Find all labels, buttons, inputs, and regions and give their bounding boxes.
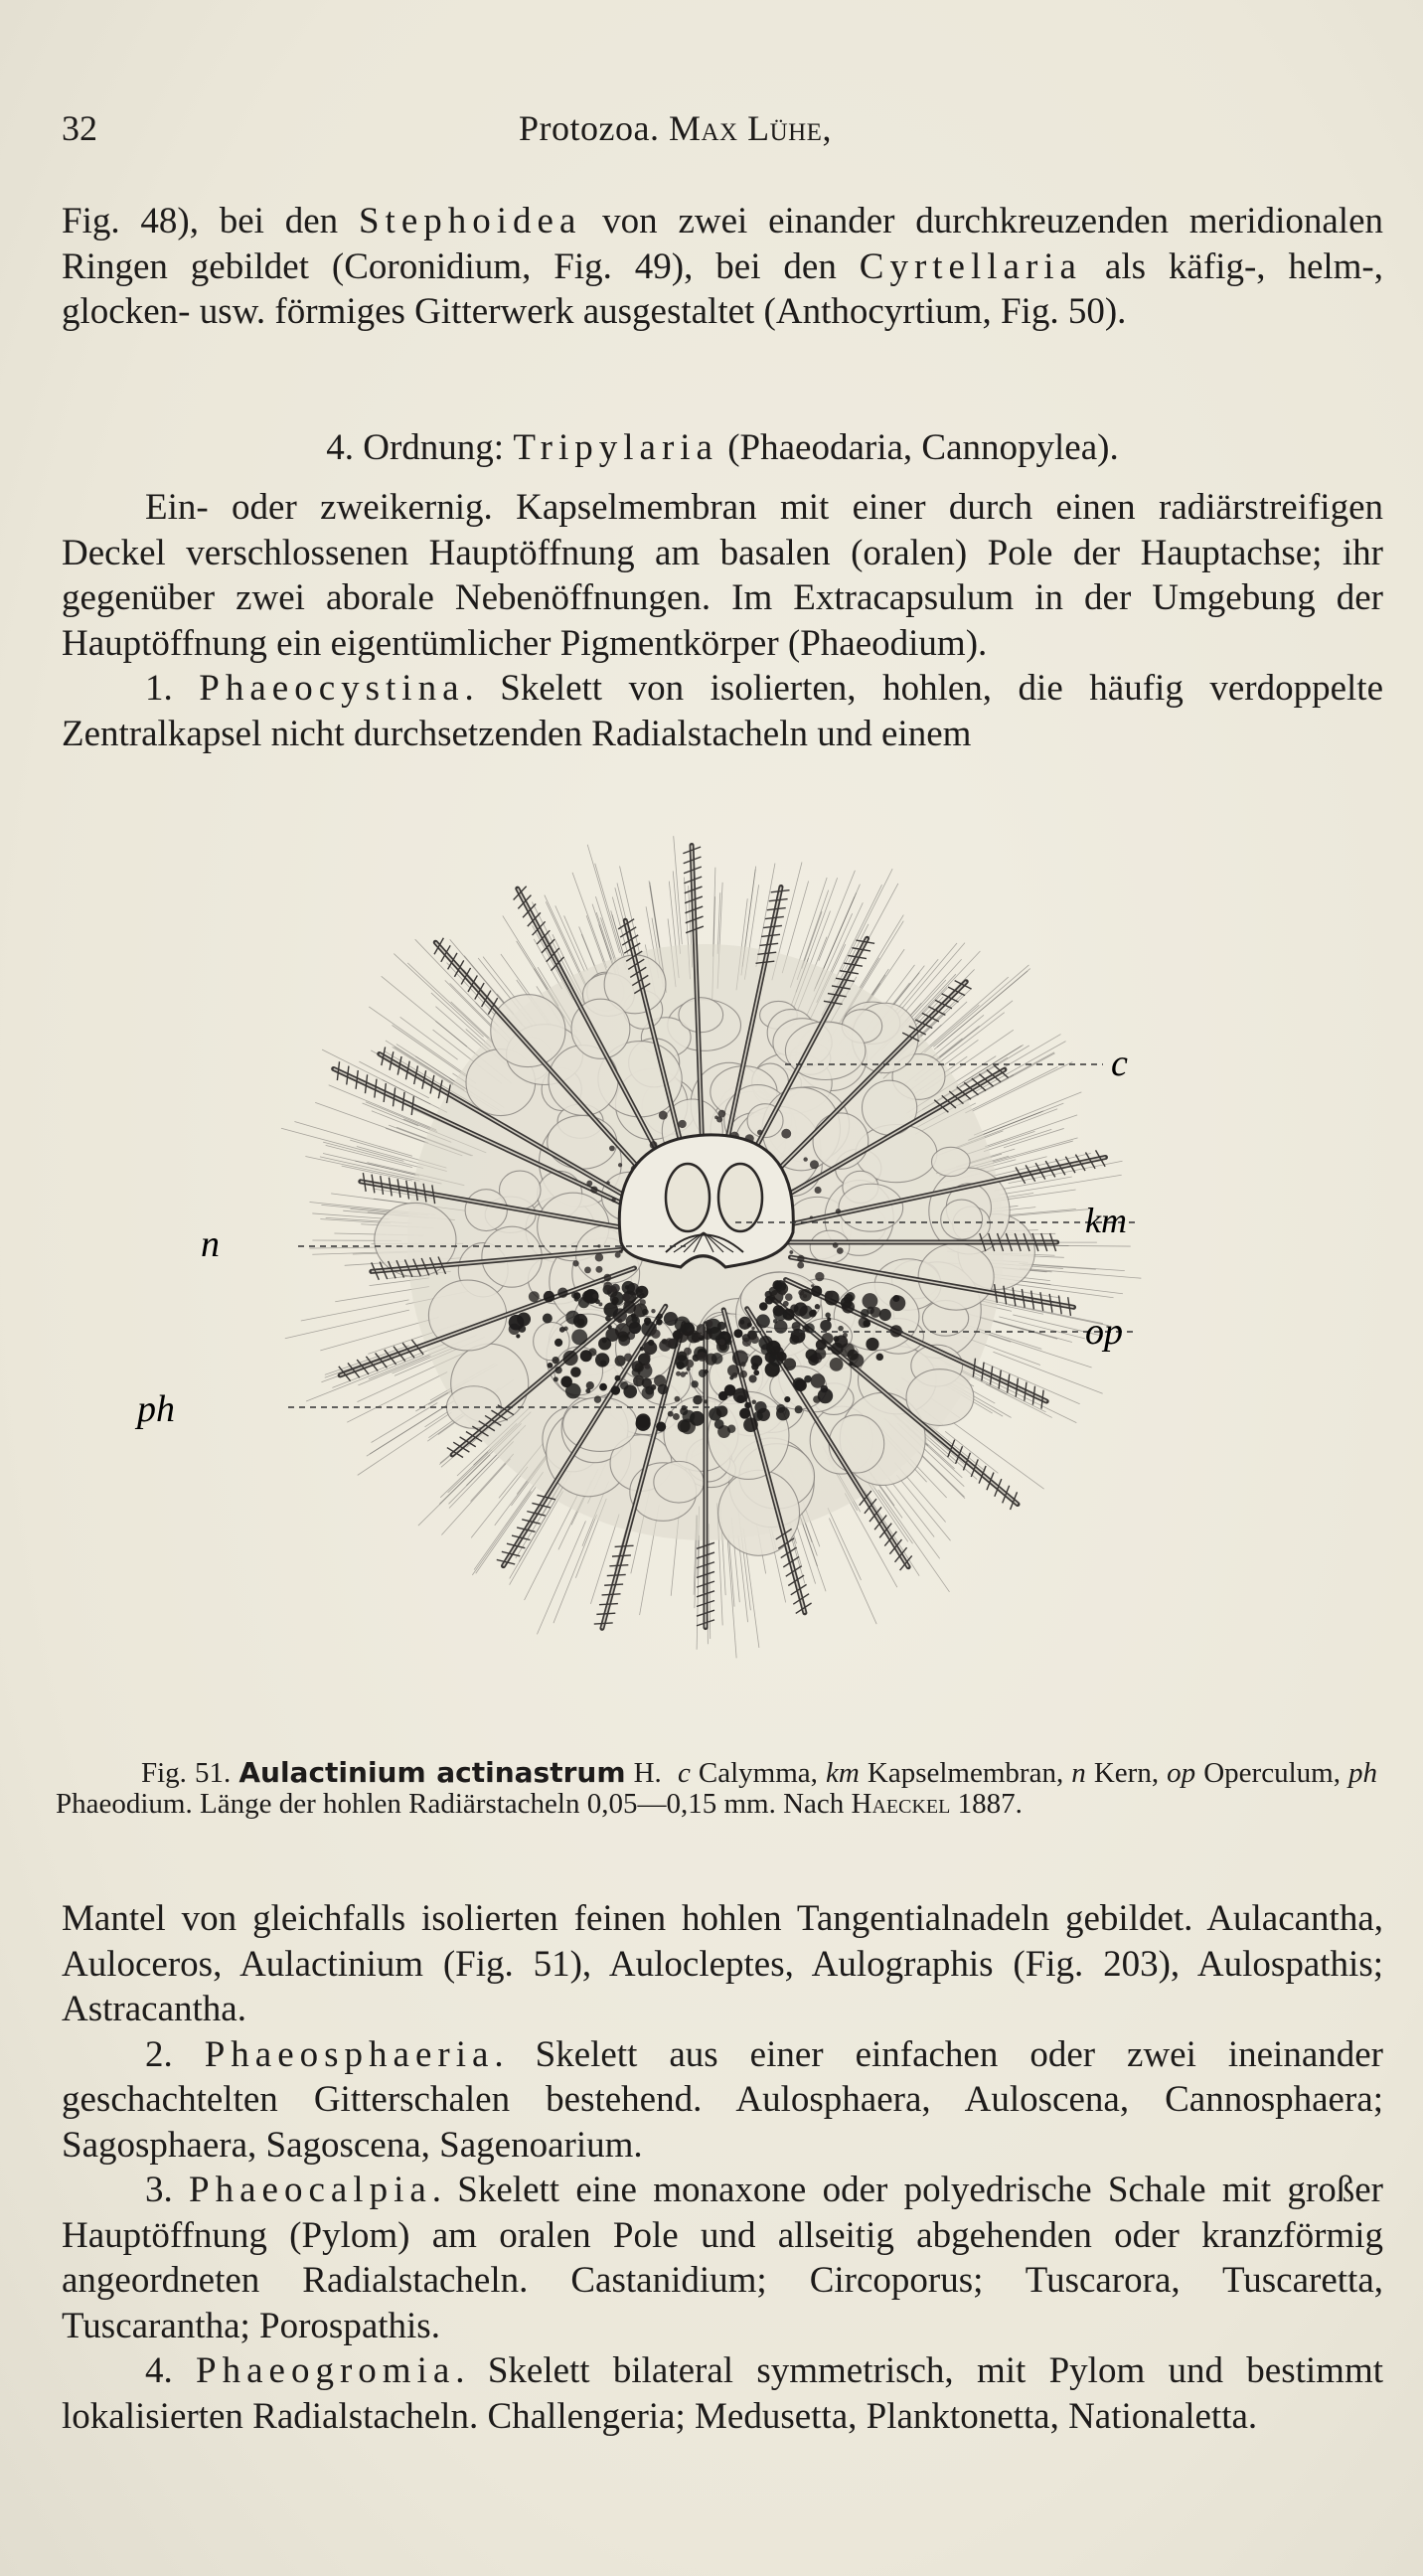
phaeodium-granule <box>665 1338 675 1348</box>
phaeodium-granule <box>592 1294 597 1299</box>
radial-hair <box>366 1102 437 1132</box>
phaeodium-granule <box>785 1293 793 1301</box>
group-4-body: . Skelett bilateral symmetrisch, mit Pylom und bestimmt lokalisierten Radialstacheln. Challengeria; Medusetta, Planktonetta, Nationaletta. <box>62 2350 1384 2437</box>
phaeodium-granule <box>606 1181 610 1185</box>
vacuole <box>548 1115 617 1169</box>
phaeodium-granule <box>684 1348 692 1356</box>
phaeodium-granule <box>624 1300 631 1307</box>
phaeodium-granule <box>577 1319 585 1327</box>
radial-hair <box>358 1412 452 1475</box>
radial-hair <box>394 954 483 1038</box>
vacuole <box>941 1200 983 1239</box>
phaeodium-granule <box>789 1250 793 1254</box>
phaeodium-granule <box>752 1400 756 1404</box>
phaeodium-granule <box>640 1299 646 1305</box>
phaeodium-granule <box>798 1290 804 1296</box>
group-1-text-before: . Skelett von isolierten, hohlen, die häufig verdoppelte Zentralkapsel nicht durchsetzenden Radialstacheln und einem <box>62 668 1383 754</box>
caption-source-author: Haeckel <box>851 1788 951 1820</box>
vacuole <box>679 998 723 1033</box>
figure-51 <box>137 815 1143 1690</box>
caption-species: Aulactinium actinastrum <box>238 1756 626 1789</box>
phaeodium-granule <box>627 1283 640 1296</box>
caption-text: Calymma, <box>690 1757 826 1789</box>
group-1-continuation: Mantel von gleichfalls isolierten feinen hohlen Tangentialnadeln gebildet. Aulacantha, Auloceros, Aulactinium (Fig. 51), Aulocleptes, Aulographis (Fig. 203), Aulospathis; Astracantha. <box>62 1898 1383 2029</box>
vacuole <box>829 1415 884 1473</box>
phaeodium-granule <box>516 1334 520 1338</box>
radial-hair <box>537 1521 585 1634</box>
phaeodium-granule <box>876 1354 883 1361</box>
phaeodium-granule <box>595 1266 602 1273</box>
phaeodium-granule <box>554 1367 561 1373</box>
spine-barb <box>602 1594 621 1595</box>
radial-hair <box>930 1001 1013 1065</box>
phaeodium-granule <box>543 1313 553 1323</box>
radial-hair <box>977 1112 1041 1137</box>
phaeodium-granule <box>623 1384 637 1398</box>
paragraph-top-text <box>62 199 1383 335</box>
paragraph-order-text: Ein- oder zweikernig. Kapselmembran mit einer durch einen radiärstreifigen Deckel verschlossenen Hauptöffnung am basalen (oralen) Pole der Hauptachse; ihr gegenüber zwei aborale Nebenöffnungen. Im Extracapsulum in der Umgebung der Hauptöffnung ein eigentümlicher Pigmentkörper (Phaeodium). <box>62 487 1383 664</box>
order-heading-prefix: 4. Ordnung: <box>326 427 514 468</box>
phaeodium-granule <box>803 1294 807 1298</box>
group-1-number: 1. <box>145 668 200 709</box>
phaeodium-granule <box>584 1267 591 1274</box>
order-heading-name: Tripylaria <box>513 427 718 468</box>
phaeodium-granule <box>529 1291 540 1302</box>
group-1-name: Phaeocystina <box>199 668 465 709</box>
phaeodium-granule <box>780 1290 786 1296</box>
radial-hair <box>372 1403 438 1443</box>
vacuole <box>654 1461 704 1503</box>
phaeodium-granule <box>509 1315 525 1331</box>
phaeodium-granule <box>705 1320 712 1328</box>
radial-hair <box>285 1310 409 1339</box>
phaeodium-granule <box>776 1407 790 1421</box>
phaeodium-granule <box>849 1362 853 1366</box>
phaeodium-granule <box>809 1310 817 1318</box>
phaeodium-granule <box>617 1319 622 1324</box>
phaeodium-granule <box>580 1350 592 1362</box>
phaeodium-granule <box>791 1329 806 1344</box>
phaeodium-granule <box>605 1316 611 1322</box>
phaeodium-granule <box>595 1253 603 1261</box>
phaeodium-granule <box>866 1338 878 1351</box>
phaeodium-granule <box>714 1419 724 1429</box>
radial-hair <box>301 1300 409 1321</box>
spine-barb <box>615 1545 634 1546</box>
label-ph: ph <box>137 1388 175 1430</box>
radial-hair <box>896 1475 950 1540</box>
phaeodium-granule <box>859 1317 870 1328</box>
phaeodium-granule <box>751 1327 755 1331</box>
phaeodium-granule <box>563 1327 568 1332</box>
order-heading <box>62 425 1383 470</box>
radial-hair <box>989 1335 1091 1368</box>
phaeodium-granule <box>654 1374 666 1386</box>
paragraph-lower <box>62 1896 1383 2439</box>
spine-barb <box>609 1565 628 1566</box>
spine-barb <box>604 1584 623 1585</box>
phaeodium-granule <box>803 1157 807 1161</box>
phaeodium-granule <box>693 1395 703 1405</box>
phaeodium-granule <box>731 1372 737 1378</box>
phaeodium-granule <box>844 1294 854 1304</box>
phaeodium-granule <box>726 1339 732 1345</box>
phaeodium-granule <box>595 1353 609 1367</box>
phaeodium-granule <box>631 1313 636 1318</box>
radial-hair <box>382 976 467 1046</box>
paragraph-order <box>62 485 1383 756</box>
phaeodium-granule <box>640 1347 645 1352</box>
phaeodium-granule <box>609 1285 616 1292</box>
phaeodium-granule <box>889 1295 905 1311</box>
phaeodium-granule <box>810 1160 819 1169</box>
radial-hair <box>860 915 904 989</box>
phaeodium-granule <box>622 1293 630 1301</box>
radial-hair <box>984 1363 1080 1404</box>
phaeodium-granule <box>570 1367 581 1377</box>
phaeodium-granule <box>598 1302 602 1306</box>
phaeodium-granule <box>818 1388 833 1403</box>
group-4-number: 4. <box>145 2350 197 2391</box>
phaeodium-granule <box>825 1291 833 1299</box>
phaeodium-granule <box>611 1198 615 1202</box>
phaeodium-granule <box>795 1405 803 1413</box>
phaeodium-granule <box>659 1111 668 1120</box>
radial-hair <box>510 1491 563 1584</box>
taxon-cyrtellaria: Cyrtellaria <box>859 245 1082 287</box>
phaeodium-granule <box>574 1296 579 1301</box>
phaeodium-granule <box>619 1250 623 1254</box>
phaeodium-granule <box>784 1396 790 1402</box>
caption-text: Phaeodium. Länge der hohlen Radiärstacheln 0,05—0,15 mm. Nach <box>56 1788 852 1820</box>
spine-barb <box>596 1613 615 1614</box>
running-title <box>519 107 832 149</box>
nucleus-right <box>718 1164 762 1231</box>
phaeodium-granule <box>761 1344 772 1355</box>
phaeodium-granule <box>810 1215 813 1218</box>
phaeodium-granule <box>739 1408 750 1419</box>
phaeodium-granule <box>750 1335 759 1344</box>
phaeodium-granule <box>676 1371 681 1376</box>
text-run: als käfig-, helm-, glocken- usw. förmiges Gitterwerk ausgestaltet (Anthocyrtium, Fig. 50). <box>62 245 1384 332</box>
radiolarian-illustration <box>137 815 1143 1690</box>
phaeodium-granule <box>815 1187 822 1194</box>
group-3-number: 3. <box>145 2170 190 2210</box>
phaeodium-granule <box>691 1380 698 1387</box>
group-3-text <box>62 2168 1383 2348</box>
group-2-body: . Skelett aus einer einfachen oder zwei ineinander geschachtelten Gitterschalen bestehend. Aulosphaera, Auloscena, Cannosphaera; Sagosphaera, Sagoscena, Sagenoarium. <box>62 2033 1383 2166</box>
radial-hair <box>993 1352 1102 1393</box>
phaeodium-granule <box>611 1385 620 1394</box>
group-2-name: Phaeosphaeria <box>204 2033 495 2075</box>
phaeodium-granule <box>643 1352 650 1359</box>
page-number: 32 <box>62 108 97 148</box>
radial-hair <box>281 1128 403 1161</box>
phaeodium-granule <box>714 1115 718 1119</box>
phaeodium-granule <box>557 1287 567 1297</box>
phaeodium-granule <box>811 1284 814 1287</box>
caption-abbrev-n: n <box>1071 1757 1086 1789</box>
phaeodium-granule <box>679 1120 687 1128</box>
radial-hair <box>418 1455 490 1526</box>
phaeodium-granule <box>836 1208 841 1213</box>
spine-barb <box>594 1623 613 1624</box>
vacuole <box>563 1397 638 1451</box>
phaeodium-granule <box>599 1383 607 1391</box>
phaeodium-granule <box>837 1247 844 1254</box>
order-heading-suffix: (Phaeodaria, Cannopylea). <box>717 427 1119 468</box>
phaeodium-granule <box>797 1255 804 1262</box>
phaeodium-granule <box>590 1186 597 1193</box>
phaeodium-granule <box>718 1110 726 1118</box>
phaeodium-granule <box>651 1309 655 1313</box>
radial-hair <box>415 939 499 1026</box>
radial-hair <box>306 1355 422 1401</box>
phaeodium-granule <box>565 1383 581 1399</box>
phaeodium-granule <box>585 1388 590 1393</box>
phaeodium-granule <box>642 1386 655 1399</box>
label-c: c <box>1111 1043 1128 1084</box>
group-1-text <box>62 666 1383 756</box>
running-title-author: Max Lühe, <box>668 108 832 148</box>
radial-hair <box>999 1317 1085 1339</box>
phaeodium-granule <box>721 1331 726 1336</box>
vacuole <box>931 1147 970 1176</box>
phaeodium-granule <box>633 1375 644 1386</box>
phaeodium-granule <box>612 1297 619 1304</box>
phaeodium-granule <box>744 1402 750 1408</box>
phaeodium-granule <box>753 1411 763 1421</box>
phaeodium-granule <box>552 1357 558 1364</box>
phaeodium-granule <box>586 1181 592 1187</box>
phaeodium-granule <box>879 1309 891 1321</box>
phaeodium-granule <box>572 1260 578 1266</box>
phaeodium-granule <box>793 1377 805 1389</box>
radial-hair <box>934 969 1030 1049</box>
caption-text: Kern, <box>1085 1757 1168 1789</box>
phaeodium-granule <box>697 1324 707 1334</box>
radial-hair <box>828 1508 861 1580</box>
phaeodium-granule <box>675 1316 691 1332</box>
vacuole <box>465 1190 507 1231</box>
radial-hair <box>440 1452 488 1498</box>
running-title-prefix: Protozoa. <box>519 108 660 148</box>
phaeodium-granule <box>624 1354 632 1362</box>
phaeodium-granule <box>804 1375 812 1383</box>
phaeodium-granule <box>603 1274 611 1282</box>
radial-hair <box>1020 1268 1142 1278</box>
phaeodium-granule <box>811 1353 822 1364</box>
caption-abbrev-c: c <box>677 1757 691 1789</box>
phaeodium-granule <box>635 1363 644 1371</box>
spine-barb <box>599 1604 618 1605</box>
phaeodium-granule <box>765 1296 774 1305</box>
label-km: km <box>1085 1201 1127 1240</box>
radial-hair <box>312 1213 389 1219</box>
phaeodium-granule <box>756 1314 770 1328</box>
phaeodium-granule <box>753 1369 759 1375</box>
phaeodium-granule <box>778 1300 781 1303</box>
spine-barb <box>612 1555 631 1556</box>
phaeodium-granule <box>615 1323 630 1338</box>
phaeodium-granule <box>838 1326 844 1332</box>
phaeodium-granule <box>544 1291 554 1302</box>
figure-caption <box>56 1757 1377 1820</box>
phaeodium-granule <box>870 1307 881 1318</box>
vacuole <box>918 1243 994 1310</box>
nucleus-left <box>666 1164 710 1231</box>
phaeodium-granule <box>704 1369 709 1374</box>
phaeodium-granule <box>615 1356 626 1367</box>
phaeodium-granule <box>562 1351 577 1366</box>
group-3-name: Phaeocalpia <box>189 2170 432 2210</box>
radial-hair <box>471 1467 528 1538</box>
phaeodium-granule <box>686 1360 694 1368</box>
radial-hair <box>305 1156 419 1181</box>
label-op: op <box>1085 1311 1123 1353</box>
radial-hair <box>294 1121 412 1156</box>
phaeodium-granule <box>738 1317 751 1330</box>
phaeodium-granule <box>571 1329 587 1345</box>
phaeodium-granule <box>749 1374 757 1382</box>
caption-abbrev-op: op <box>1167 1757 1196 1789</box>
phaeodium-granule <box>733 1329 742 1338</box>
phaeodium-granule <box>815 1272 824 1281</box>
phaeodium-granule <box>802 1325 809 1332</box>
text-run: Fig. 48), bei den <box>62 201 359 242</box>
paragraph-top <box>62 199 1383 335</box>
phaeodium-granule <box>742 1338 751 1347</box>
caption-abbrev-ph: ph <box>1348 1757 1378 1789</box>
radial-hair <box>829 1519 876 1625</box>
phaeodium-granule <box>822 1333 834 1345</box>
phaeodium-granule <box>656 1422 666 1432</box>
phaeodium-granule <box>554 1339 562 1347</box>
vacuole <box>810 1230 850 1263</box>
phaeodium-granule <box>553 1376 558 1381</box>
phaeodium-granule <box>657 1314 663 1320</box>
phaeodium-granule <box>680 1371 686 1377</box>
phaeodium-granule <box>843 1333 848 1338</box>
vacuole <box>491 995 565 1067</box>
text-run: von zwei einander durchkreuzenden meridionalen Ringen gebildet (Coronidium, Fig. 49), bei den <box>62 201 1383 287</box>
radial-hair <box>885 1485 940 1558</box>
caption-text: Operculum, <box>1195 1757 1349 1789</box>
phaeodium-granule <box>783 1301 789 1307</box>
phaeodium-granule <box>675 1396 681 1402</box>
radial-hair <box>525 1493 579 1600</box>
phaeodium-granule <box>615 1375 621 1381</box>
phaeodium-granule <box>712 1353 723 1365</box>
radial-hair <box>974 1092 1081 1135</box>
phaeodium-granule <box>815 1304 820 1309</box>
spine-barb <box>607 1574 626 1575</box>
phaeodium-granule <box>774 1280 786 1292</box>
phaeodium-granule <box>682 1410 695 1423</box>
taxon-stephoidea: Stephoidea <box>358 201 582 242</box>
phaeodium-granule <box>586 1381 594 1389</box>
vacuole <box>813 1113 869 1169</box>
label-n: n <box>201 1223 220 1265</box>
caption-abbrev-km: km <box>826 1757 860 1789</box>
phaeodium-granule <box>548 1363 553 1368</box>
group-4-name: Phaeogromia <box>196 2350 456 2391</box>
radial-hair <box>553 1515 597 1623</box>
caption-source-year: 1887. <box>950 1788 1023 1820</box>
group-2-number: 2. <box>145 2033 205 2075</box>
phaeodium-granule <box>736 1395 744 1403</box>
radial-hair <box>841 869 892 972</box>
caption-fig-label: Fig. 51. <box>141 1757 232 1789</box>
phaeodium-granule <box>668 1411 674 1417</box>
phaeodium-granule <box>704 1399 708 1403</box>
phaeodium-granule <box>644 1317 651 1324</box>
phaeodium-granule <box>781 1129 791 1139</box>
group-3-body: . Skelett eine monaxone oder polyedrische Schale mit großer Hauptöffnung (Pylom) am oralen Pole und allseitig abgehenden oder kranzförmig angeordneten Radialstacheln. Castanidium; Circoporus; Tuscarora, Tuscaretta, Tuscarantha; Porospathis. <box>62 2170 1384 2346</box>
phaeodium-granule <box>794 1302 808 1316</box>
group-2-text <box>62 2032 1383 2169</box>
phaeodium-granule <box>830 1358 844 1371</box>
phaeodium-granule <box>618 1163 622 1167</box>
phaeodium-granule <box>820 1320 831 1331</box>
phaeodium-granule <box>594 1395 601 1402</box>
phaeodium-granule <box>811 1286 822 1297</box>
phaeodium-granule <box>740 1362 745 1367</box>
phaeodium-granule <box>833 1242 839 1248</box>
phaeodium-granule <box>609 1146 615 1152</box>
radial-hair <box>400 1017 458 1059</box>
phaeodium-granule <box>863 1293 878 1309</box>
phaeodium-granule <box>825 1313 830 1318</box>
caption-author-abbrev: H. <box>633 1757 662 1789</box>
phaeodium-granule <box>651 1329 660 1338</box>
caption-text: Kapselmembran, <box>859 1757 1072 1789</box>
central-capsule <box>619 1135 793 1267</box>
radial-hair <box>369 1007 467 1075</box>
phaeodium-granule <box>751 1363 758 1369</box>
phaeodium-granule <box>636 1416 651 1431</box>
phaeodium-granule <box>861 1309 870 1318</box>
phaeodium-granule <box>783 1358 796 1370</box>
radial-hair <box>342 1166 412 1181</box>
page-header <box>62 107 1383 157</box>
phaeodium-granule <box>831 1343 844 1356</box>
phaeodium-granule <box>759 1302 768 1311</box>
phaeodium-granule <box>697 1352 707 1362</box>
phaeodium-granule <box>727 1424 735 1432</box>
group-4-text <box>62 2348 1383 2439</box>
phaeodium-granule <box>757 1130 763 1136</box>
phaeodium-granule <box>718 1339 724 1345</box>
phaeodium-granule <box>673 1413 680 1420</box>
phaeodium-granule <box>773 1307 787 1321</box>
phaeodium-granule <box>644 1363 651 1369</box>
phaeodium-granule <box>739 1370 747 1378</box>
phaeodium-granule <box>797 1262 804 1269</box>
